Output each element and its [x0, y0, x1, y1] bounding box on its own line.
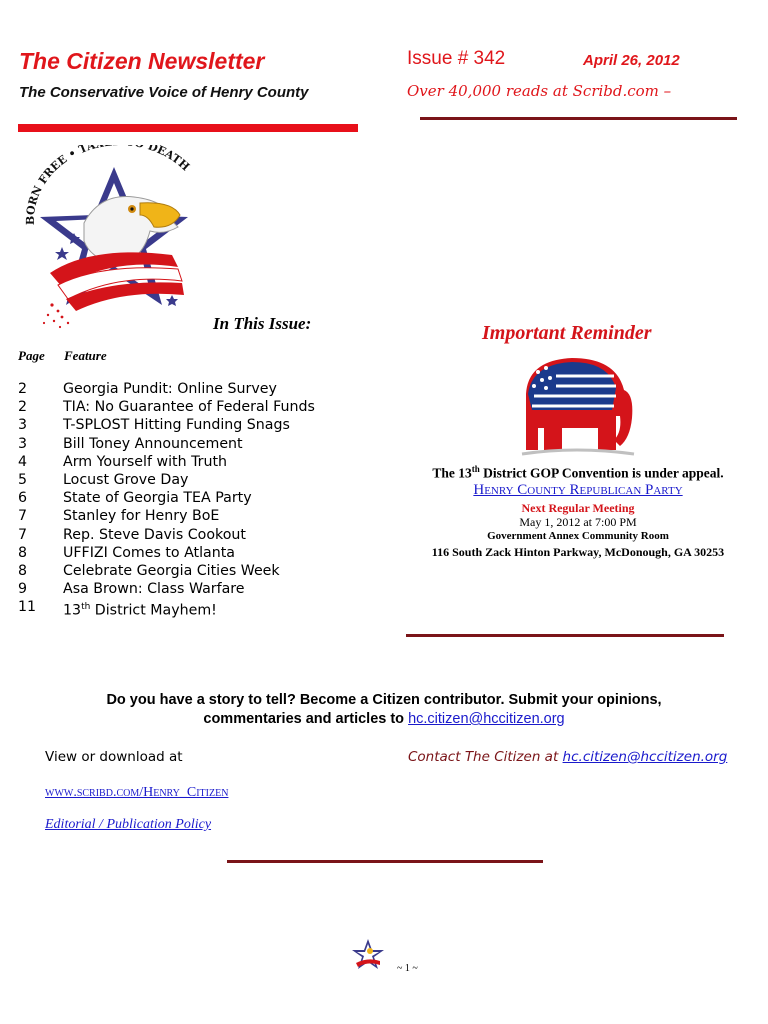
meeting-room: Government Annex Community Room — [487, 530, 669, 542]
toc-item: 2 Georgia Pundit: Online Survey — [18, 381, 277, 397]
policy-link[interactable]: Editorial / Publication Policy — [45, 817, 212, 832]
newsletter-subtitle: The Conservative Voice of Henry County — [19, 84, 309, 101]
view-download-label: View or download at — [45, 749, 183, 765]
toc-item: 3 T-SPLOST Hitting Funding Snags — [18, 417, 290, 434]
page-number: ~ 1 ~ — [397, 963, 418, 974]
meeting-date: May 1, 2012 at 7:00 PM — [519, 515, 637, 529]
toc-col-page: Page — [18, 348, 45, 363]
reminder-heading: Important Reminder — [482, 322, 652, 344]
toc-heading: In This Issue: — [213, 314, 312, 333]
footer-eagle-star-icon — [350, 937, 386, 973]
toc-column-headers — [18, 348, 107, 364]
toc-item: 4 Arm Yourself with Truth — [18, 453, 228, 470]
convention-notice: The 13th District GOP Convention is under appeal. — [432, 464, 724, 481]
story-callout: Do you have a story to tell? Become a Citizen contributor. Submit your opinions, commentaries and articles to hc.citizen@hccitizen.org — [106, 692, 662, 727]
eagle-star-flag-icon — [22, 145, 212, 330]
issue-number: Issue # 342 — [407, 48, 506, 69]
logo-arc-text: BORN FREE • TA DEATH — [23, 145, 193, 226]
toc-item: 8 UFFIZI Comes to Atlanta — [18, 544, 235, 561]
story-email-link[interactable]: hc.citizen@hccitizen.org — [408, 711, 565, 727]
contact-line: Contact The Citizen at hc.citizen@hccitizen.org — [408, 749, 728, 765]
toc-item: 6 State of Georgia TEA Party — [18, 490, 252, 507]
toc-item: 9 Asa Brown: Class Warfare — [18, 581, 245, 598]
footer-divider — [227, 860, 543, 863]
gop-elephant-icon — [516, 354, 638, 462]
issue-date: April 26, 2012 — [583, 52, 680, 69]
toc-item-last: 11 13th District Mayhem! — [18, 599, 217, 619]
scribd-link[interactable]: www.scribd.com/Henry_Citizen — [45, 785, 229, 800]
header-divider — [420, 117, 737, 120]
next-meeting-label: Next Regular Meeting — [521, 501, 635, 515]
title-underline — [18, 124, 358, 132]
footer-logo — [350, 937, 386, 973]
toc-item: 8 Celebrate Georgia Cities Week — [18, 562, 280, 579]
reads-count: Over 40,000 reads at Scribd.com – — [407, 82, 672, 100]
toc-list — [18, 380, 378, 619]
party-link[interactable]: Henry County Republican Party — [473, 482, 683, 498]
eagle-star-logo — [22, 145, 212, 330]
gop-logo — [516, 354, 638, 462]
contact-email-link[interactable]: hc.citizen@hccitizen.org — [562, 749, 728, 765]
newsletter-title: The Citizen Newsletter — [19, 48, 265, 74]
toc-item: 5 Locust Grove Day — [18, 471, 189, 488]
toc-item: 7 Stanley for Henry BoE — [18, 508, 220, 525]
toc-item: 7 Rep. Steve Davis Cookout — [18, 526, 246, 543]
toc-item: 2 TIA: No Guarantee of Federal Funds — [18, 399, 315, 416]
toc-col-feature: Feature — [64, 348, 107, 363]
toc-item: 3 Bill Toney Announcement — [18, 435, 243, 452]
meeting-address: 116 South Zack Hinton Parkway, McDonough, GA 30253 — [431, 545, 725, 559]
reminder-divider — [406, 634, 724, 637]
